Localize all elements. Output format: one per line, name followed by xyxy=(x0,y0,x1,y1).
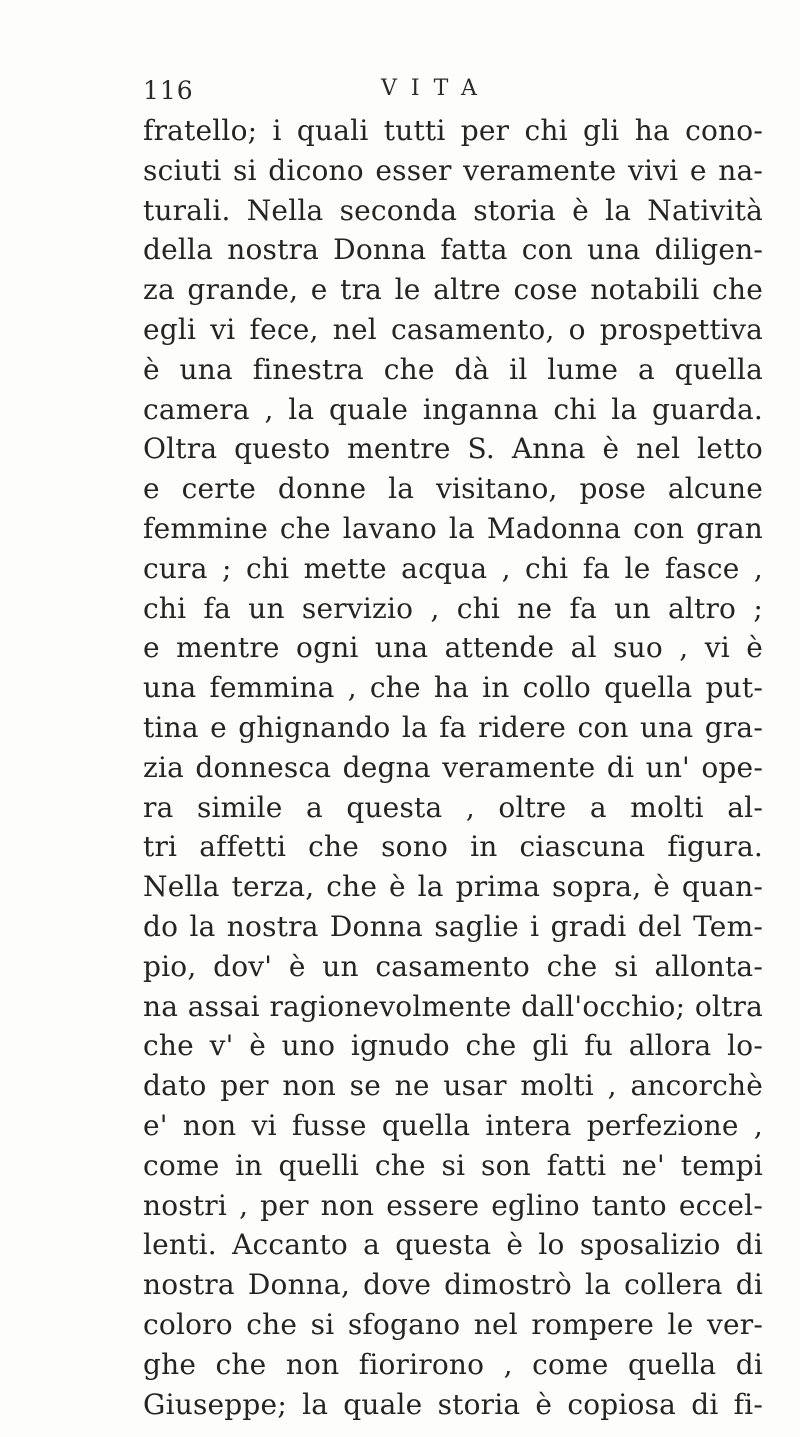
text-line: che v' è uno ignudo che gli fu allora lo- xyxy=(143,1029,763,1063)
text-line: lenti. Accanto a questa è lo sposalizio di xyxy=(143,1228,763,1262)
text-line: una femmina , che ha in collo quella put- xyxy=(143,671,763,705)
text-line: ra simile a questa , oltre a molti al- xyxy=(143,790,763,824)
text-line: pio, dov' è un casamento che si allonta- xyxy=(143,949,763,983)
text-line: della nostra Donna fatta con una diligen- xyxy=(143,233,763,267)
text-line: fratello; i quali tutti per chi gli ha cono- xyxy=(143,114,763,147)
text-line: za grande, e tra le altre cose notabili che xyxy=(143,273,763,307)
text-line: tina e ghignando la fa ridere con una gra- xyxy=(143,710,763,744)
page-number: 116 xyxy=(143,76,194,105)
running-title: VITA xyxy=(381,76,491,101)
text-line: Giuseppe; la quale storia è copiosa di fi- xyxy=(143,1387,763,1421)
text-line: femmine che lavano la Madonna con gran xyxy=(143,511,763,545)
text-line: tri affetti che sono in ciascuna figura. xyxy=(143,830,763,864)
text-line: turali. Nella seconda storia è la Natività xyxy=(143,193,763,227)
text-line: e certe donne la visitano, pose alcune xyxy=(143,472,763,506)
text-line: chi fa un servizio , chi ne fa un altro ; xyxy=(143,591,763,625)
text-line: cura ; chi mette acqua , chi fa le fasce , xyxy=(143,551,763,585)
text-line: Oltra questo mentre S. Anna è nel letto xyxy=(143,432,763,466)
text-line: na assai ragionevolmente dall'occhio; oltra xyxy=(143,989,763,1023)
text-line: coloro che si sfogano nel rompere le ver- xyxy=(143,1307,763,1341)
body-text xyxy=(143,111,763,1424)
text-line: sciuti si dicono esser veramente vivi e na- xyxy=(143,153,763,187)
text-line: come in quelli che si son fatti ne' tempi xyxy=(143,1148,763,1182)
text-line: nostra Donna, dove dimostrò la collera di xyxy=(143,1268,763,1302)
text-line: do la nostra Donna saglie i gradi del Tem- xyxy=(143,909,763,943)
text-line: egli vi fece, nel casamento, o prospettiva xyxy=(143,312,763,346)
text-line: camera , la quale inganna chi la guarda. xyxy=(143,392,763,426)
text-line: dato per non se ne usar molti , ancorchè xyxy=(143,1069,763,1103)
text-line: e' non vi fusse quella intera perfezione , xyxy=(143,1108,763,1142)
text-line: nostri , per non essere eglino tanto eccel- xyxy=(143,1188,763,1222)
text-line: e mentre ogni una attende al suo , vi è xyxy=(143,631,763,665)
text-line: zia donnesca degna veramente di un' ope- xyxy=(143,750,763,784)
text-line: ghe che non fiorirono , come quella di xyxy=(143,1347,763,1381)
page-header xyxy=(143,76,723,110)
text-line: Nella terza, che è la prima sopra, è quan- xyxy=(143,870,763,904)
text-line: è una finestra che dà il lume a quella xyxy=(143,352,763,386)
